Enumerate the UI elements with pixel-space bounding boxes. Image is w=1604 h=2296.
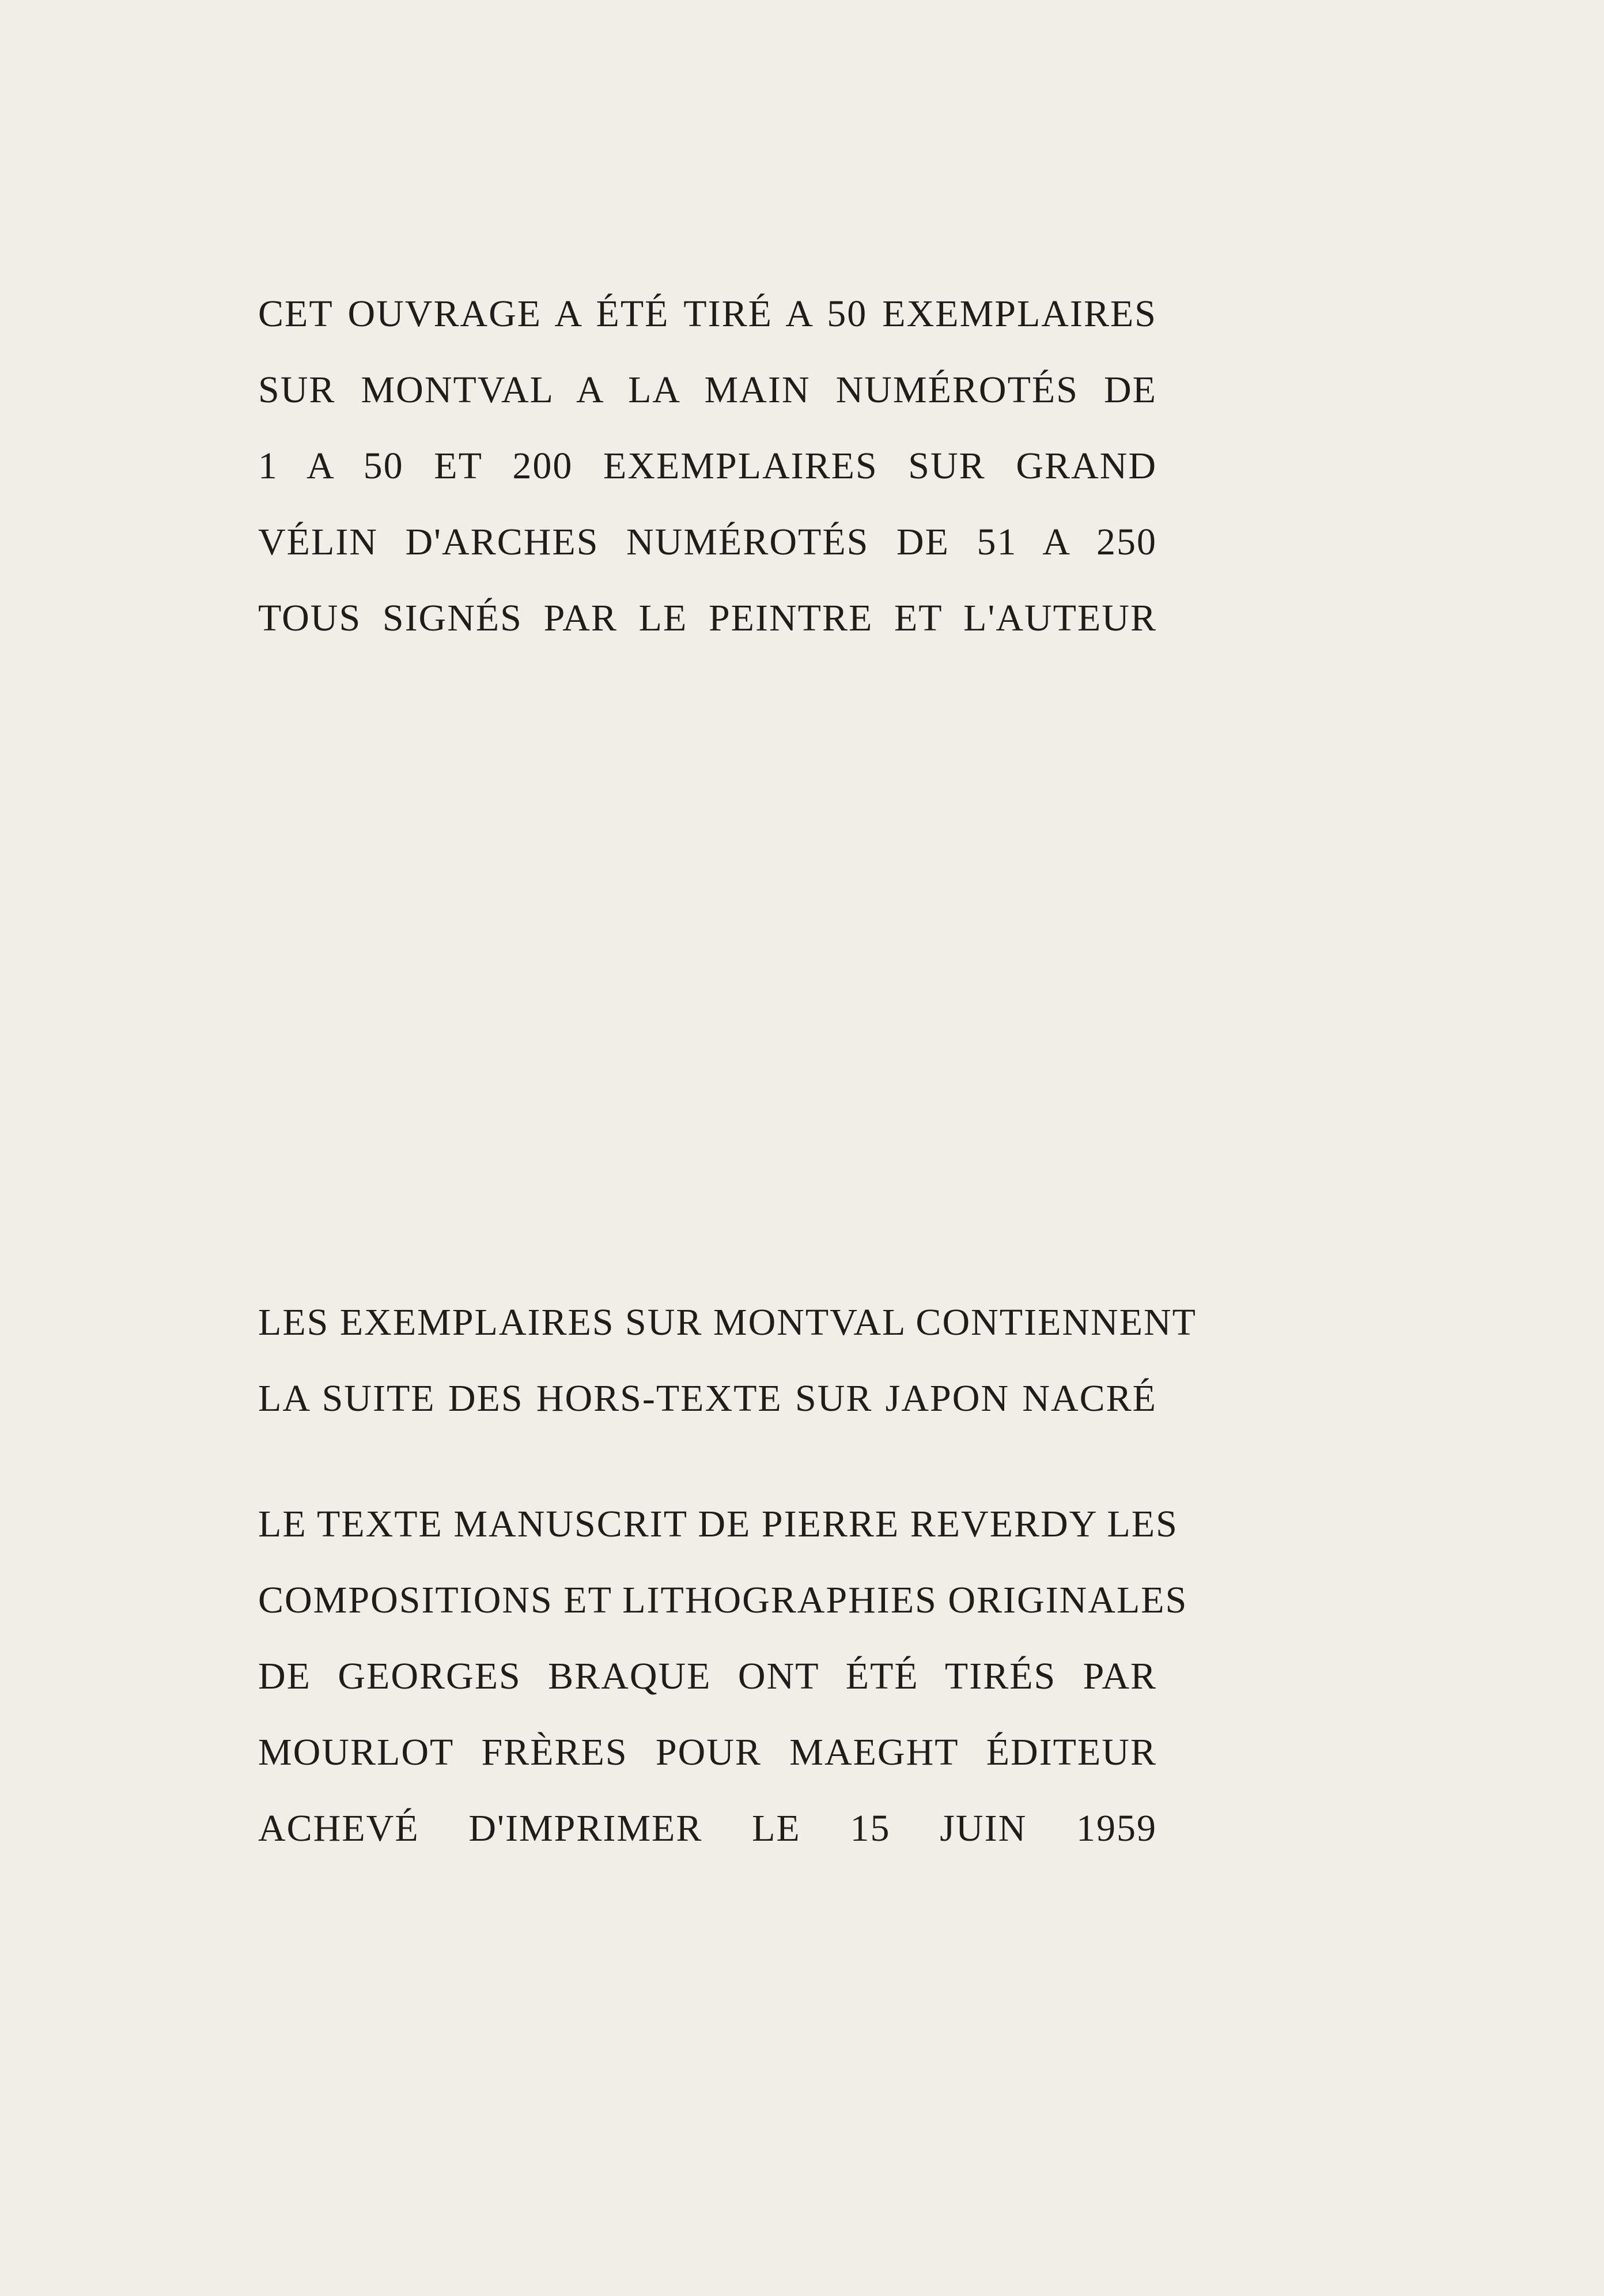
edition-line-1: CET OUVRAGE A ÉTÉ TIRÉ A 50 EXEMPLAIRES [258, 293, 1157, 335]
printing-line-2: COMPOSITIONS ET LITHOGRAPHIES ORIGINALES [258, 1579, 1188, 1621]
suite-line-2: LA SUITE DES HORS-TEXTE SUR JAPON NACRÉ [258, 1377, 1157, 1419]
printing-line-4: MOURLOT FRÈRES POUR MAEGHT ÉDITEUR [258, 1731, 1157, 1773]
edition-line-3: 1 A 50 ET 200 EXEMPLAIRES SUR GRAND [258, 445, 1157, 487]
edition-line-4: VÉLIN D'ARCHES NUMÉROTÉS DE 51 A 250 [258, 521, 1157, 563]
printing-line-3: DE GEORGES BRAQUE ONT ÉTÉ TIRÉS PAR [258, 1655, 1157, 1697]
edition-line-2: SUR MONTVAL A LA MAIN NUMÉROTÉS DE [258, 369, 1157, 411]
printing-line-5: ACHEVÉ D'IMPRIMER LE 15 JUIN 1959 [258, 1807, 1157, 1849]
printing-line-1: LE TEXTE MANUSCRIT DE PIERRE REVERDY LES [258, 1503, 1178, 1545]
suite-line-1: LES EXEMPLAIRES SUR MONTVAL CONTIENNENT [258, 1301, 1197, 1343]
edition-line-5: TOUS SIGNÉS PAR LE PEINTRE ET L'AUTEUR [258, 597, 1157, 639]
